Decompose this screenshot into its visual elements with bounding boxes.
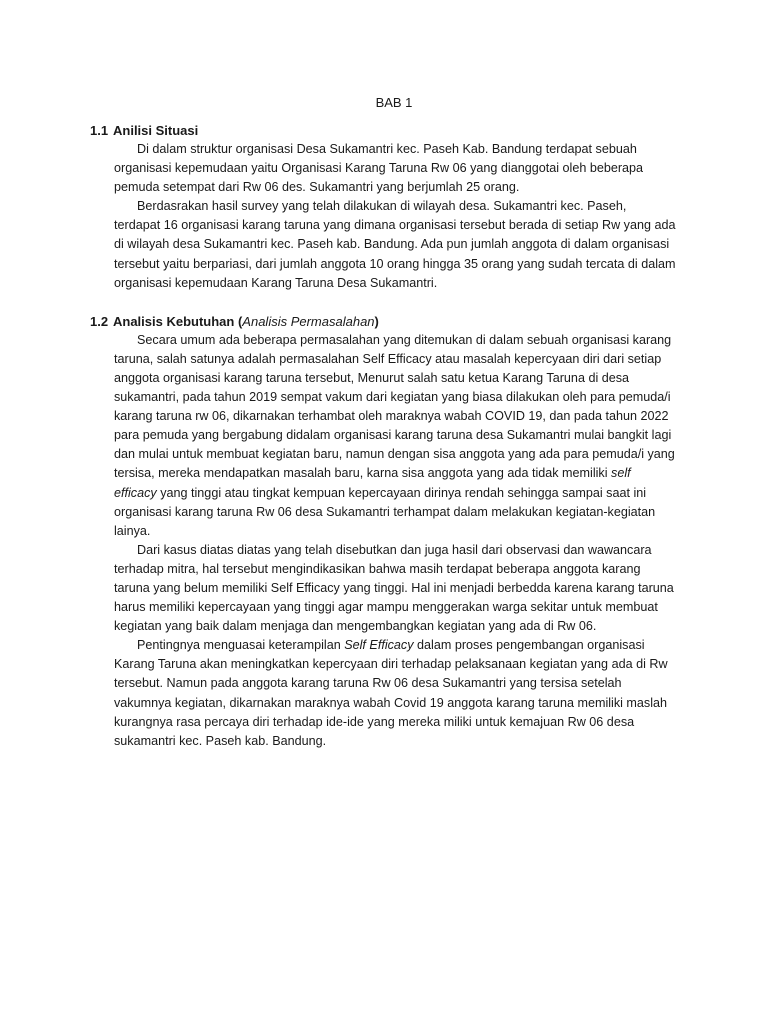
paragraph: Dari kasus diatas diatas yang telah disebutkan dan juga hasil dari observasi dan wawancara terhadap mitra, hal tersebut mengindikasikan bahwa masih terdapat beberapa anggota karang taruna yang belum memiliki Self Efficacy yang tinggi. Hal ini menjadi berbedda karena karang taruna harus memiliki kepercayaan yang tinggi agar mampu menggerakan warga sekitar untuk membuat kegiatan yang baik dalam menjaga dan mengembangkan kegiatan yang ada di Rw 06. xyxy=(114,542,674,634)
section-title: Analisis Kebutuhan (Analisis Permasalahan) xyxy=(113,313,379,329)
section-body xyxy=(114,140,676,293)
italic-term: Self Efficacy xyxy=(344,638,414,653)
italic-term: self efficacy xyxy=(114,466,631,500)
section-body xyxy=(114,331,676,751)
section-1-1 xyxy=(90,121,676,293)
section-title: Anilisi Situasi xyxy=(113,123,199,138)
paragraph: Secara umum ada beberapa permasalahan yang ditemukan di dalam sebuah organisasi karang taruna, salah satunya adalah permasalahan Self Efficacy atau masalah kepercyaan diri dari setiap anggota organisasi karang taruna tersebut, Menurut salah satu ketua Karang Taruna di desa sukamantri, pada tahun 2019 sempat vakum dari kegiatan yang biasa dilakukan oleh para pemuda/i karang taruna rw 06, dikarnakan terhambat oleh maraknya wabah COVID 19, dan pada tahun 2022 para pemuda yang bergabung didalam organisasi karang taruna desa Sukamantri mulai bangkit lagi dan mulai untuk membuat kegiatan baru, namun dengan sisa anggota yang ada para pemuda/i yang tersisa, mereka mendapatkan masalah baru, karna sisa anggota yang ada tidak memiliki self efficacy yang tinggi atau tingkat kempuan kepercayaan dirinya rendah sehingga sampai saat ini organisasi karang taruna Rw 06 desa Sukamantri terhampat dalam melakukan kegiatan-kegiatan lainya. xyxy=(114,332,675,538)
section-1-2 xyxy=(90,312,676,751)
paragraph: Pentingnya menguasai keterampilan Self Efficacy dalam proses pengembangan organisasi Karang Taruna akan meningkatkan kepercyaan diri terhadap pelaksanaan kegiatan yang ada di Rw tersebut. Namun pada anggota karang taruna Rw 06 desa Sukamantri yang tersisa setelah vakumnya kegiatan, dikarnakan maraknya wabah Covid 19 anggota karang taruna memiliki maslah kurangnya rasa percaya diri terhadap ide-ide yang mereka miliki untuk kemajuan Rw 06 desa sukamantri kec. Paseh kab. Bandung. xyxy=(114,638,668,748)
paragraph: Di dalam struktur organisasi Desa Sukamantri kec. Paseh Kab. Bandung terdapat sebuah organisasi kepemudaan yaitu Organisasi Karang Taruna Rw 06 yang dianggotai oleh beberapa pemuda setempat dari Rw 06 des. Sukamantri yang berjumlah 25 orang. xyxy=(114,142,644,195)
section-heading xyxy=(90,121,676,140)
chapter-title: BAB 1 xyxy=(375,95,413,110)
section-number: 1.1 xyxy=(90,123,109,138)
paragraph: Berdasrakan hasil survey yang telah dilakukan di wilayah desa. Sukamantri kec. Paseh, terdapat 16 organisasi karang taruna yang dimana organisasi tersebut berada di setiap Rw yang ada di wilayah desa Sukamantri kec. Paseh kab. Bandung. Ada pun jumlah anggota di dalam organisasi tersebut yaitu berpariasi, dari jumlah anggota 10 orang hingga 35 orang yang sudah tercata di dalam organisasi kepemudaan Karang Taruna Desa Sukamantri. xyxy=(114,199,676,290)
section-number: 1.2 xyxy=(90,313,109,329)
section-title-italic: Analisis Permasalahan xyxy=(242,313,375,329)
section-heading xyxy=(90,312,676,331)
